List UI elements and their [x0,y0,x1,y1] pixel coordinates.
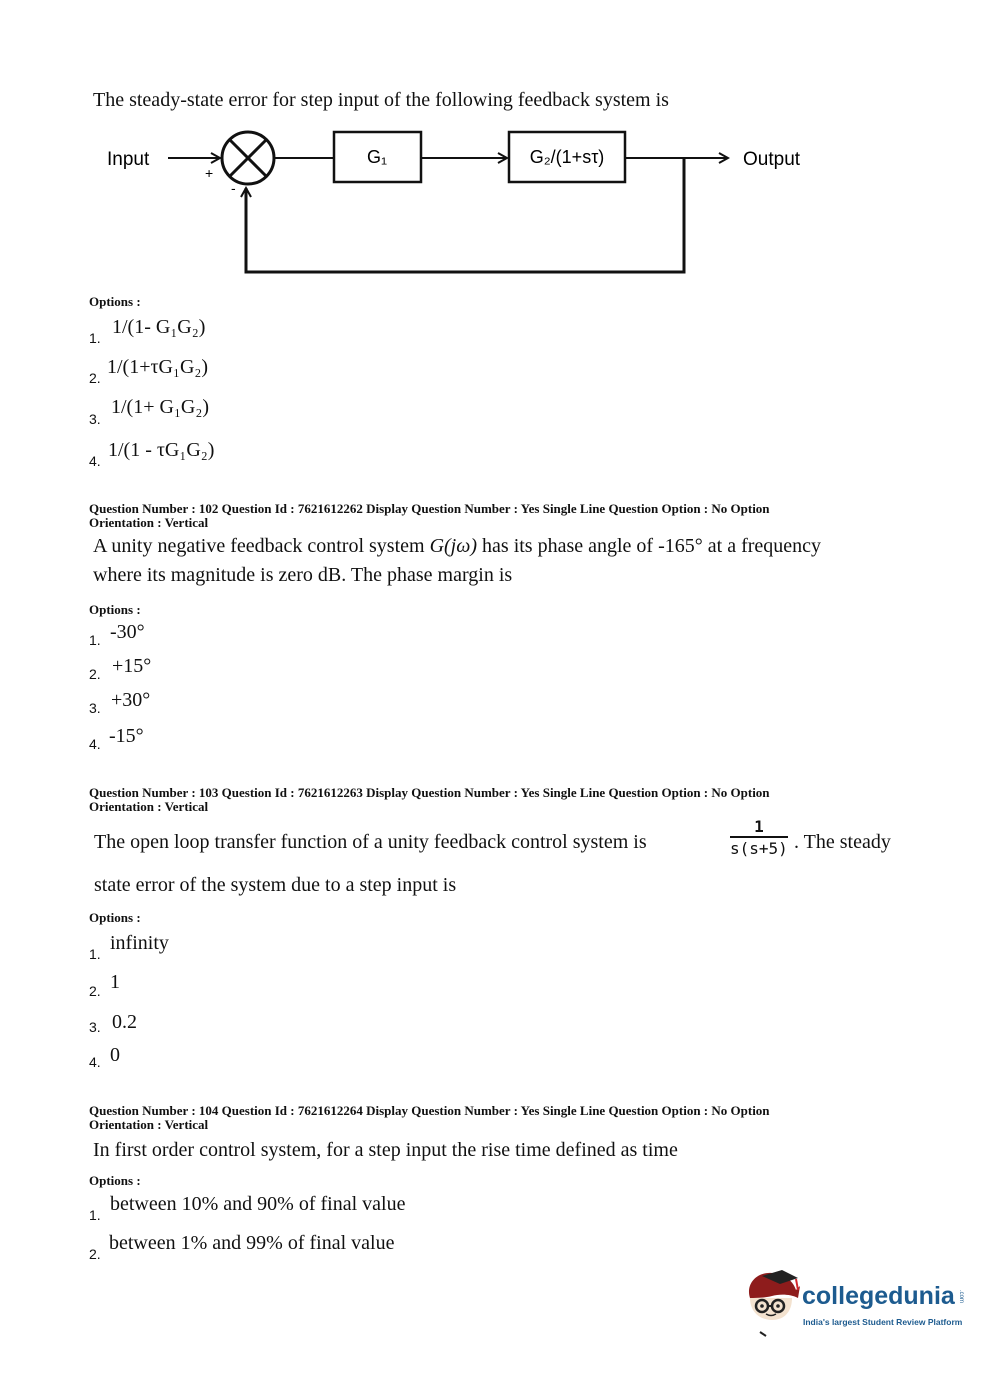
mascot-icon [742,1268,804,1340]
block-g1-label: G₁ [366,147,388,167]
option-number: 2. [89,666,101,682]
option-number: 3. [89,1019,101,1035]
brand-name: collegedunia [802,1282,955,1310]
option-text: between 1% and 99% of final value [109,1232,395,1254]
q4-options-label: Options : [89,1173,141,1188]
q2-text-math: G(jω) [429,535,478,557]
q2-question-text [93,532,821,590]
feedback-path [246,158,684,272]
q2-options-label: Options : [89,602,141,617]
summing-junction [222,132,274,184]
diagram-output-label: Output [743,149,801,170]
option-text: +30° [111,689,151,711]
option-number: 1. [89,1207,101,1223]
q3-text-line2: state error of the system due to a step input is [94,874,457,896]
option-text: +15° [112,655,152,677]
q4-meta-line1: Question Number : 104 Question Id : 7621612264 Display Question Number : Yes Single Line Question Option : No Option [89,1103,770,1118]
q2-meta-line2: Orientation : Vertical [89,515,209,530]
option-text: 1/(1+ G₁G₂) [111,396,209,418]
q3-meta-line1: Question Number : 103 Question Id : 7621612263 Display Question Number : Yes Single Line Question Option : No Option [89,785,770,800]
brand-tagline: India's largest Student Review Platform [803,1317,963,1327]
brand-logo [802,1282,955,1311]
block-g2-label: G₂/(1+sτ) [529,147,605,167]
option-text: -15° [109,725,144,747]
option-text: infinity [110,932,169,954]
minus-sign: - [231,180,236,196]
q2-text-line2: where its magnitude is zero dB. The phase margin is [93,564,513,586]
option-text: 1/(1 - τG₁G₂) [108,439,215,461]
option-text: -30° [110,621,145,643]
q2-text-part1: A unity negative feedback control system [93,535,430,557]
q1-question-text: The steady-state error for step input of the following feedback system is [93,89,669,111]
option-number: 4. [89,736,101,752]
option-number: 3. [89,700,101,716]
option-number: 1. [89,946,101,962]
option-text: 1 [110,971,120,993]
q2-meta-line1: Question Number : 102 Question Id : 7621612262 Display Question Number : Yes Single Line Question Option : No Option [89,501,770,516]
q3-options-label: Options : [89,910,141,925]
option-number: 2. [89,370,101,386]
q4-meta-line2: Orientation : Vertical [89,1117,209,1132]
q2-text-part2: has its phase angle of -165° at a frequency [477,535,822,557]
q3-meta-line2: Orientation : Vertical [89,799,209,814]
option-number: 4. [89,1054,101,1070]
q2-meta [89,502,770,530]
q3-text-part1: The open loop transfer function of a unity feedback control system is [94,831,647,853]
fraction-numerator: 1 [754,817,764,836]
option-number: 3. [89,411,101,427]
q1-options-label: Options : [89,294,141,309]
q4-question-text: In first order control system, for a step input the rise time defined as time [93,1139,678,1161]
diagram-input-label: Input [107,149,150,170]
option-text: 1/(1- G₁G₂) [112,316,206,338]
plus-sign: + [205,165,214,181]
option-number: 2. [89,1246,101,1262]
option-number: 4. [89,453,101,469]
option-number: 1. [89,632,101,648]
q3-transfer-function [730,817,788,858]
q3-meta [89,786,770,814]
q4-meta [89,1104,770,1132]
option-text: between 10% and 90% of final value [110,1193,406,1215]
option-text: 0.2 [112,1011,137,1033]
brand-suffix: .com [958,1290,964,1304]
option-text: 1/(1+τG₁G₂) [107,356,209,378]
feedback-block-diagram [0,0,1000,290]
q3-text-part2: . The steady [794,831,891,853]
option-number: 1. [89,330,101,346]
fraction-denominator: s(s+5) [730,836,788,858]
option-text: 0 [110,1044,120,1066]
option-number: 2. [89,983,101,999]
